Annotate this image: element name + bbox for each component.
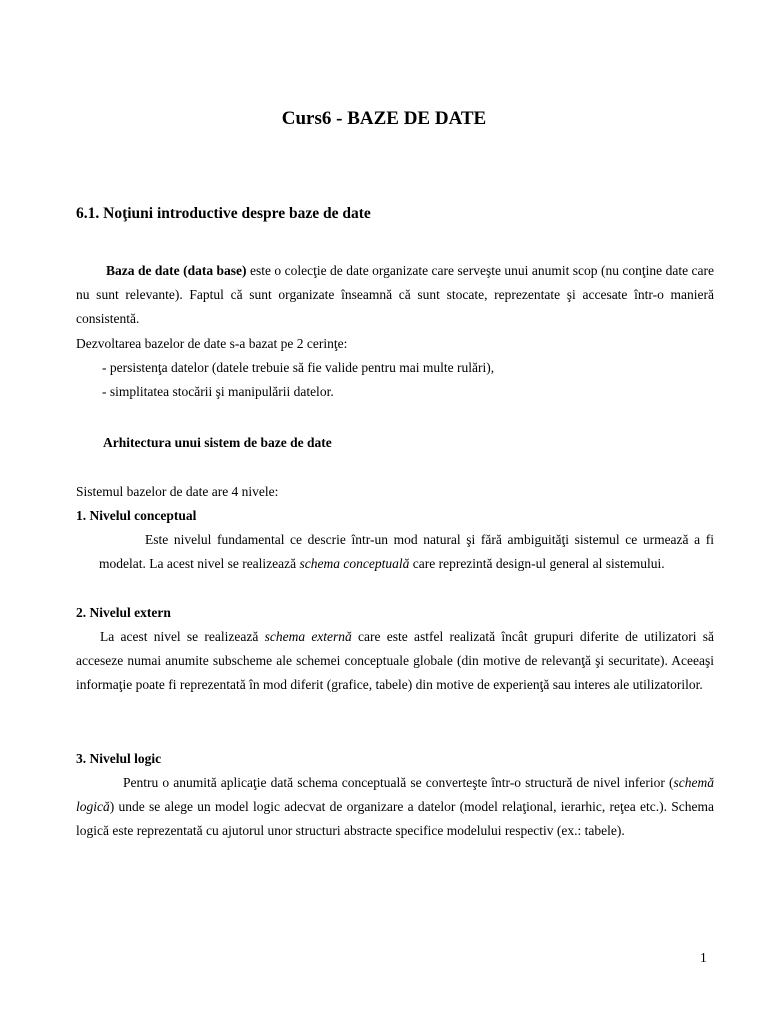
nivel1-text-b: care reprezintă design-ul general al sistemului. — [409, 556, 665, 572]
schema-logica-term: schemă logică — [76, 775, 714, 815]
intro-paragraph — [76, 259, 714, 332]
cerinta-1: - persistenţa datelor (datele trebuie să fie valide pentru mai multe rulări), — [102, 360, 495, 375]
nivel3-paragraph — [76, 771, 714, 844]
sistemul-line: Sistemul bazelor de date are 4 nivele: — [76, 484, 279, 499]
nivel3-heading: 3. Nivelul logic — [76, 751, 162, 766]
dezvoltare-line: Dezvoltarea bazelor de date s-a bazat pe 2 cerinţe: — [76, 336, 348, 351]
schema-conceptuala-term: schema conceptuală — [299, 556, 410, 572]
nivel2-text-b: care este astfel realizată încât grupuri diferite de utilizatori să acceseze numai anumite subscheme ale schemei conceptuale globale (din motive de relevanţă şi securitate). Aceeaşi informaţie poate fi reprezentată în mod diferit (grafice, tabele) din motive de experienţă sau interes ale utilizatorilor. — [76, 629, 715, 693]
nivel2-heading: 2. Nivelul extern — [76, 605, 171, 620]
section-heading: 6.1. Noţiuni introductive despre baze de date — [76, 205, 371, 222]
arhitectura-heading: Arhitectura unui sistem de baze de date — [103, 435, 332, 450]
nivel2-paragraph — [76, 625, 714, 698]
cerinta-2: - simplitatea stocării şi manipulării datelor. — [102, 384, 334, 399]
document-title: Curs6 - BAZE DE DATE — [281, 108, 487, 129]
nivel2-text-a: La acest nivel se realizează — [100, 629, 265, 644]
nivel1-paragraph — [99, 528, 714, 576]
schema-externa-term: schema externă — [264, 629, 352, 644]
nivel1-text-a: Este nivelul fundamental ce descrie într-un mod natural şi fără ambiguităţi sistemul ce urmează a fi modelat. La acest nivel se realizează — [99, 532, 714, 572]
intro-text: este o colecţie de date organizate care serveşte unui anumit scop (nu conţine date care nu sunt relevante). Faptul că sunt organizate înseamnă că sunt stocate, reprezentate şi accesate într-o manieră consistentă. — [76, 263, 714, 327]
intro-term: Baza de date (data base) — [106, 263, 247, 278]
page-number: 1 — [700, 950, 707, 965]
nivel3-text-b: ) unde se alege un model logic adecvat de organizare a datelor (model relaţional, ierarhic, reţea etc.). Schema logică este reprezentată cu ajutorul unor structuri abstracte specifice modelului respectiv (ex.: tabele). — [76, 799, 714, 839]
nivel3-text-a: Pentru o anumită aplicaţie dată schema conceptuală se converteşte într-o structură de nivel inferior ( — [123, 775, 674, 790]
nivel1-heading: 1. Nivelul conceptual — [76, 508, 197, 523]
